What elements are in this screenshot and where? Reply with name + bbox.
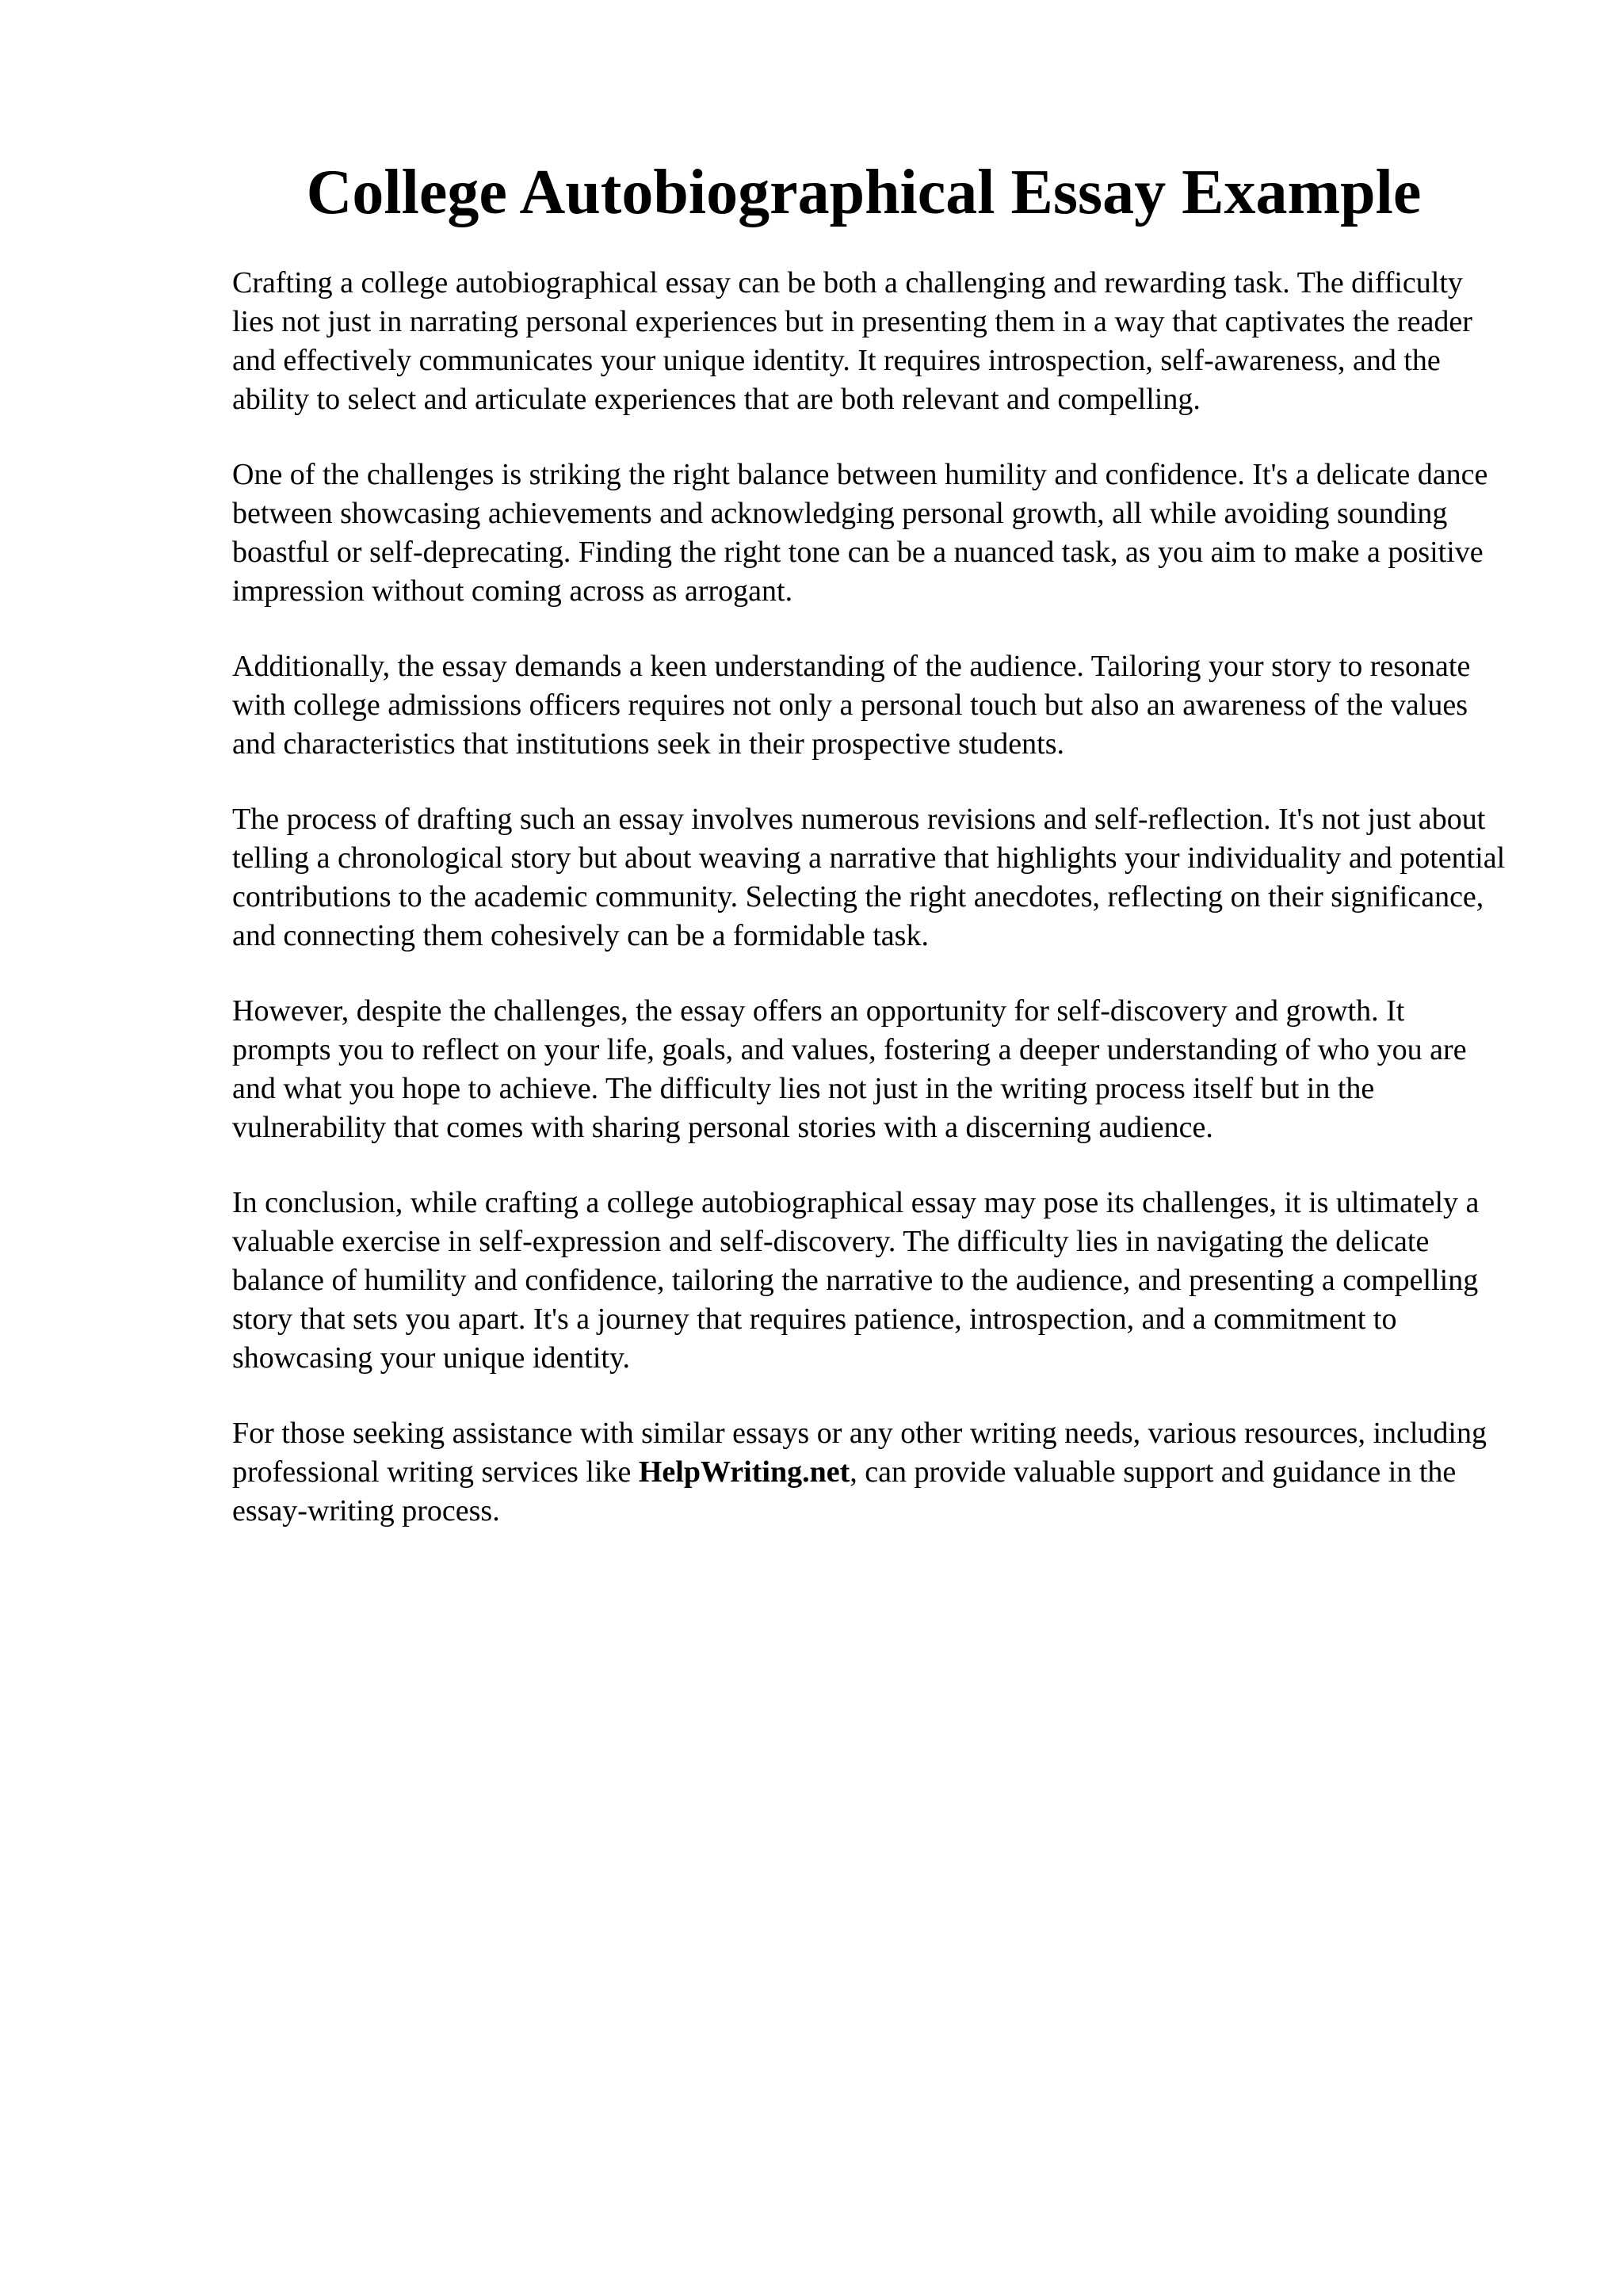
- paragraph-conclusion: In conclusion, while crafting a college autobiographical essay may pose its challenges, it is ultimately a valuable exercise in self-expression and self-discovery. The difficulty lies in navigating the delicate balance of humility and confidence, tailoring the narrative to the audience, and presenting a compelling story that sets you apart. It's a journey that requires patience, introspection, and a commitment to showcasing your unique identity.: [232, 1186, 1480, 1375]
- closing-text-before: For those seeking assistance with similar essays or any other writing needs, various resources, including professional writing services like: [232, 1417, 1487, 1489]
- paragraph-audience: Additionally, the essay demands a keen understanding of the audience. Tailoring your story to resonate with college admissions officers requires not only a personal touch but also an awareness of the values and characteristics that institutions seek in their prospective students.: [232, 650, 1471, 761]
- paragraph-balance: One of the challenges is striking the right balance between humility and confidence. It's a delicate dance between showcasing achievements and acknowledging personal growth, all while avoiding sounding boastful or self-deprecating. Finding the right tone can be a nuanced task, as you aim to make a positive impression without coming across as arrogant.: [232, 458, 1488, 608]
- closing-text-after: , can provide valuable support and guidance in the essay-writing process.: [232, 1455, 1457, 1527]
- document-title: College Autobiographical Essay Example: [306, 158, 1422, 227]
- document-body: [232, 264, 1510, 1567]
- paragraph-drafting: The process of drafting such an essay involves numerous revisions and self-reflection. It's not just about telling a chronological story but about weaving a narrative that highlights your individuality and potential contributions to the academic community. Selecting the right anecdotes, reflecting on their significance, and connecting them cohesively can be a formidable task.: [232, 803, 1506, 952]
- paragraph-intro: Crafting a college autobiographical essay can be both a challenging and rewarding task. The difficulty lies not just in narrating personal experiences but in presenting them in a way that captivates the reader and effectively communicates your unique identity. It requires introspection, self-awareness, and the ability to select and articulate experiences that are both relevant and compelling.: [232, 266, 1472, 416]
- paragraph-closing: [232, 1414, 1510, 1531]
- brand-name: HelpWriting.net: [638, 1455, 850, 1489]
- paragraph-growth: However, despite the challenges, the essay offers an opportunity for self-discovery and growth. It prompts you to reflect on your life, goals, and values, fostering a deeper understanding of who you are and what you hope to achieve. The difficulty lies not just in the writing process itself but in the vulnerability that comes with sharing personal stories with a discerning audience.: [232, 994, 1467, 1144]
